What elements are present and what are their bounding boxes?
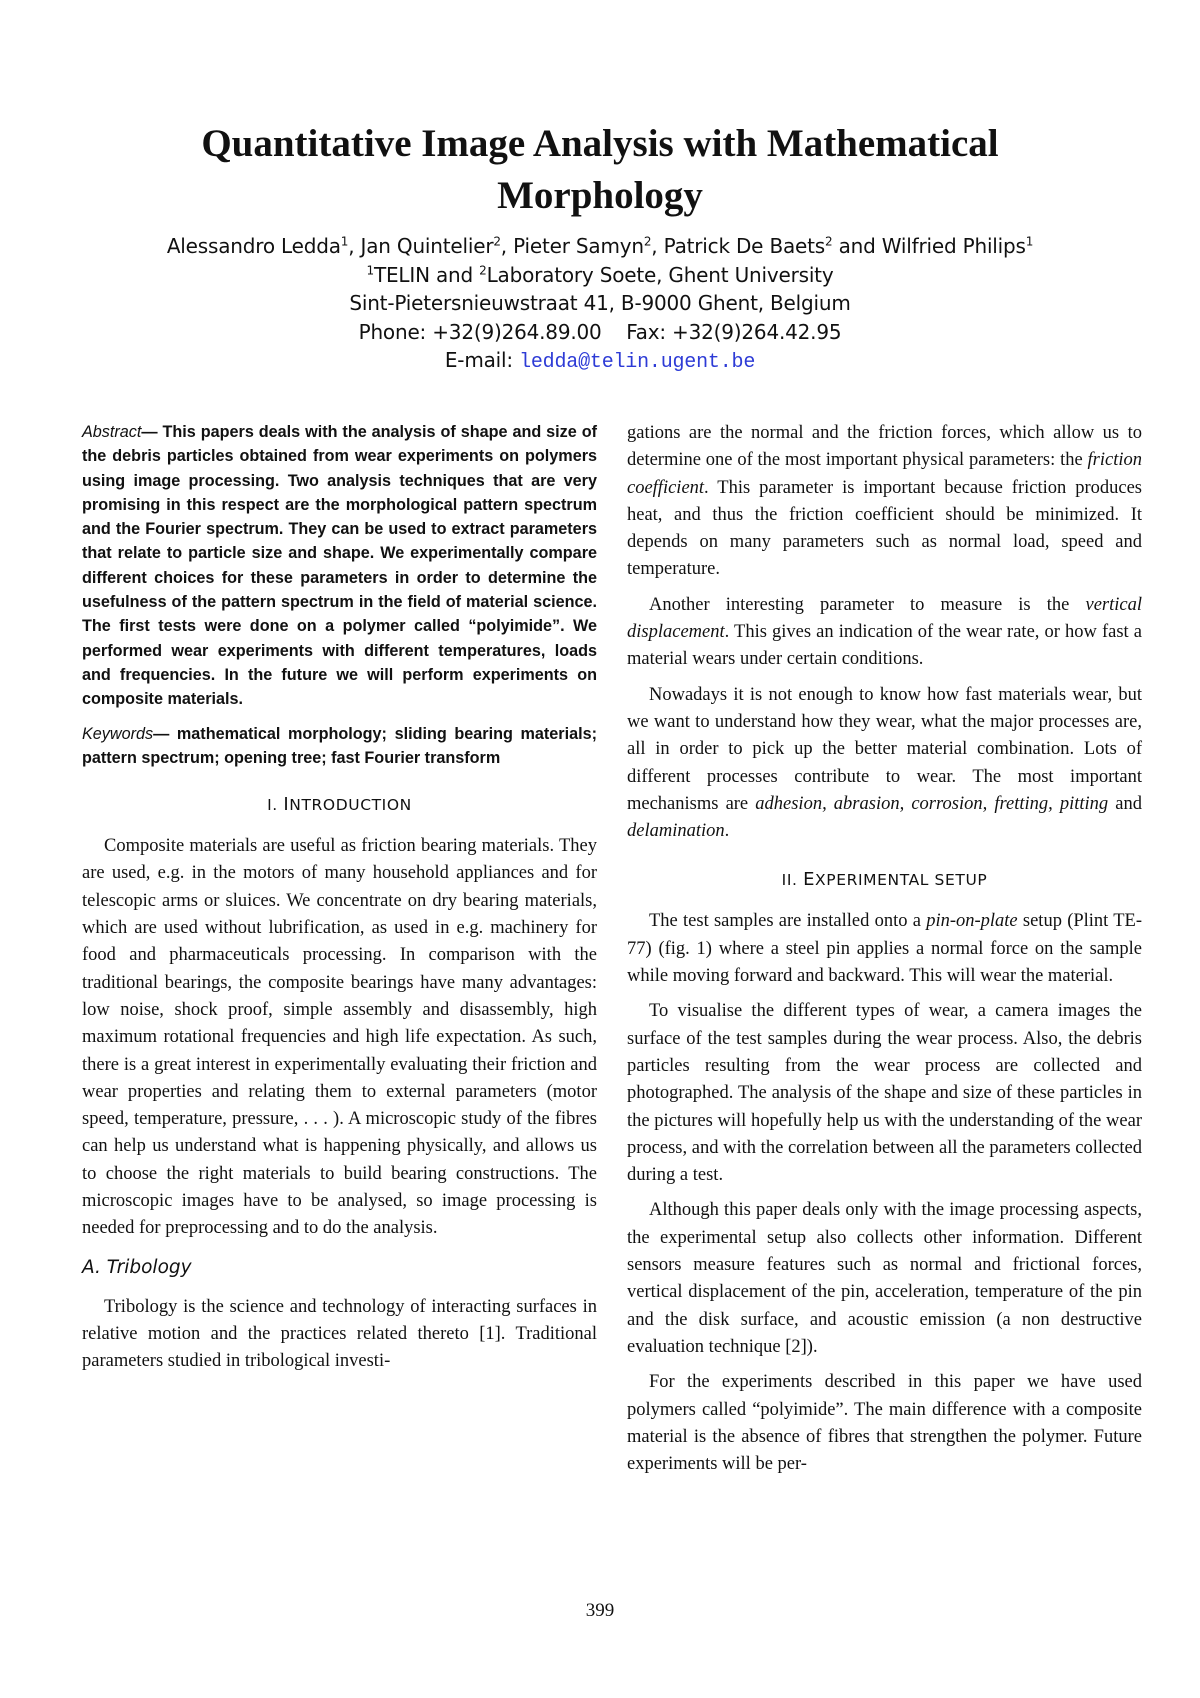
affiliation-marker: 1: [340, 234, 349, 249]
affiliation-marker: 1: [366, 262, 374, 277]
intro-paragraph: Composite materials are useful as friction bearing materials. They are used, e.g. in the motors of many household appliances and for telescopic arms or sluices. We concentrate on dry bearing materials, which are used without lubrification, as used in e.g. machinery for food and pharmaceuticals processing. In comparison with the traditional bearings, the composite bearings have many advantages: low noise, shock proof, simple assembly and disassembly, high maximum rotational frequencies and high life expectation. As such, there is a great interest in experimentally evaluating their friction and wear properties and relating them to external parameters (motor speed, temperature, pressure, . . . ). A microscopic study of the fibres can help us understand what is happening physically, and allows us to choose the right materials to build bearing constructions. The microscopic images have to be analysed, so image processing is needed for preprocessing and to do the analysis.: [82, 836, 597, 1239]
email-label: E-mail:: [444, 348, 520, 372]
section-title: NTRODUCTION: [289, 796, 412, 815]
author-name: , Jan Quintelier: [348, 234, 494, 258]
author-name: , Patrick De Baets: [651, 234, 825, 258]
visualise-paragraph: To visualise the different types of wear, a camera images the surface of the test samples during the wear process. Also, the debris particles resulting from the wear process are collected and photographed. The analysis of the shape and size of these particles in the pictures will hopefully help us with the understanding of the wear process, and with the correlation between all the parameters collected during a test.: [627, 1001, 1142, 1186]
title-line-2: Morphology: [497, 174, 703, 217]
vertical-displacement-paragraph: [627, 592, 1142, 674]
polyimide-paragraph: For the experiments described in this paper we have used polymers called “polyimide”. The main difference with a composite material is the absence of fibres that strengthen the polymer. Future experiments will be per-: [627, 1372, 1142, 1475]
email-line: [100, 346, 1100, 378]
affiliation-text: Laboratory Soete, Ghent University: [486, 262, 834, 287]
emphasis-text: adhesion, abrasion, corrosion, fretting, pitting: [755, 793, 1109, 814]
author-name: , Pieter Samyn: [500, 234, 644, 258]
text-run: . This gives an indication of the wear rate, or how fast a material wears under certain conditions.: [627, 622, 1142, 670]
setup-paragraph: [627, 908, 1142, 990]
affiliation-text: TELIN and: [373, 262, 480, 287]
emphasis-text: vertical displacement: [627, 594, 1142, 643]
affiliation-marker: 2: [825, 234, 833, 249]
section-title: XPERIMENTAL SETUP: [815, 871, 988, 890]
affiliation-marker: 2: [643, 234, 652, 249]
emphasis-text: pin-on-plate: [926, 911, 1018, 932]
sensors-paragraph: Although this paper deals only with the image processing aspects, the experimental setup also collects other information. Different sensors measure features such as normal and frictional forces, vertical displacement of the pin, acceleration, temperature of the pin and the disk surface, and acoustic emission (a non destructive evaluation technique [2]).: [627, 1200, 1142, 1357]
keywords: [82, 722, 597, 771]
left-column: [82, 420, 597, 1384]
text-run: .: [724, 821, 730, 842]
text-run: The test samples are installed onto a: [649, 911, 927, 932]
tribology-paragraph: Tribology is the science and technology of interacting surfaces in relative motion and the practices related thereto [1]. Traditional parameters studied in tribological investi-: [82, 1296, 597, 1372]
emphasis-text: friction coefficient: [627, 450, 1142, 498]
text-run: and: [1108, 793, 1142, 814]
author-block: [100, 232, 1100, 378]
keywords-text: — mathematical morphology; sliding bearing materials; pattern spectrum; opening tree; fast Fourier transform: [82, 724, 597, 767]
abstract: [82, 420, 597, 712]
author-list: [100, 232, 1100, 261]
affiliation-marker: 2: [493, 234, 501, 249]
section-number: II.: [781, 871, 804, 890]
subsection-heading-tribology: A. Tribology: [82, 1256, 192, 1278]
section-heading-introduction: [82, 794, 597, 815]
author-name: Alessandro Ledda: [166, 234, 341, 258]
text-run: Another interesting parameter to measure is the: [649, 594, 1086, 615]
abstract-text: — This papers deals with the analysis of shape and size of the debris particles obtained from wear experiments on polymers using image processing. Two analysis techniques that are very promising in this respect are the morphological pattern spectrum and the Fourier spectrum. They can be used to extract parameters that relate to particle size and shape. We experimentally compare different choices for these parameters in order to determine the usefulness of the pattern spectrum in the field of material science. The first tests were done on a polymer called “polyimide”. We performed wear experiments with different temperatures, loads and frequencies. In the future we will perform experiments on composite materials.: [82, 423, 597, 709]
title-line-1: Quantitative Image Analysis with Mathematical: [201, 122, 999, 165]
email-link[interactable]: ledda@telin.ugent.be: [519, 351, 756, 374]
text-run: gations are the normal and the friction forces, which allow us to determine one of the most important physical parameters: the: [627, 423, 1142, 471]
author-name: and Wilfried Philips: [832, 234, 1026, 258]
right-column: [627, 420, 1142, 1486]
emphasis-text: delamination: [627, 821, 725, 842]
affiliation-line: [100, 261, 1100, 290]
tribology-paragraph-continued: [627, 420, 1142, 584]
affiliation-marker: 2: [479, 262, 487, 277]
text-run: Nowadays it is not enough to know how fast materials wear, but we want to understand how they wear, what the major processes are, all in order to pick up the better material combination. Lots of different processes contribute to wear. The most important mechanisms are: [627, 684, 1142, 814]
affiliation-marker: 1: [1025, 234, 1034, 249]
section-heading-experimental-setup: [627, 869, 1142, 890]
keywords-label: Keywords: [82, 724, 154, 743]
paper-title: [100, 118, 1100, 222]
wear-mechanisms-paragraph: [627, 682, 1142, 846]
text-run: . This parameter is important because friction produces heat, and thus the friction coefficient should be minimized. It depends on many parameters such as normal load, speed and temperature.: [627, 477, 1142, 580]
abstract-label: Abstract: [82, 423, 142, 441]
section-title-initial: E: [803, 869, 816, 891]
section-number: I.: [267, 796, 284, 815]
section-title-initial: I: [283, 794, 290, 816]
text-run: setup (Plint TE-77) (fig. 1) where a steel pin applies a normal force on the sample while moving forward and backward. This will wear the material.: [627, 911, 1142, 987]
phone-fax-line: Phone: +32(9)264.89.00 Fax: +32(9)264.42.95: [358, 319, 842, 344]
page-number: 399: [585, 1600, 615, 1621]
address-line: Sint-Pietersnieuwstraat 41, B-9000 Ghent, Belgium: [349, 291, 851, 315]
